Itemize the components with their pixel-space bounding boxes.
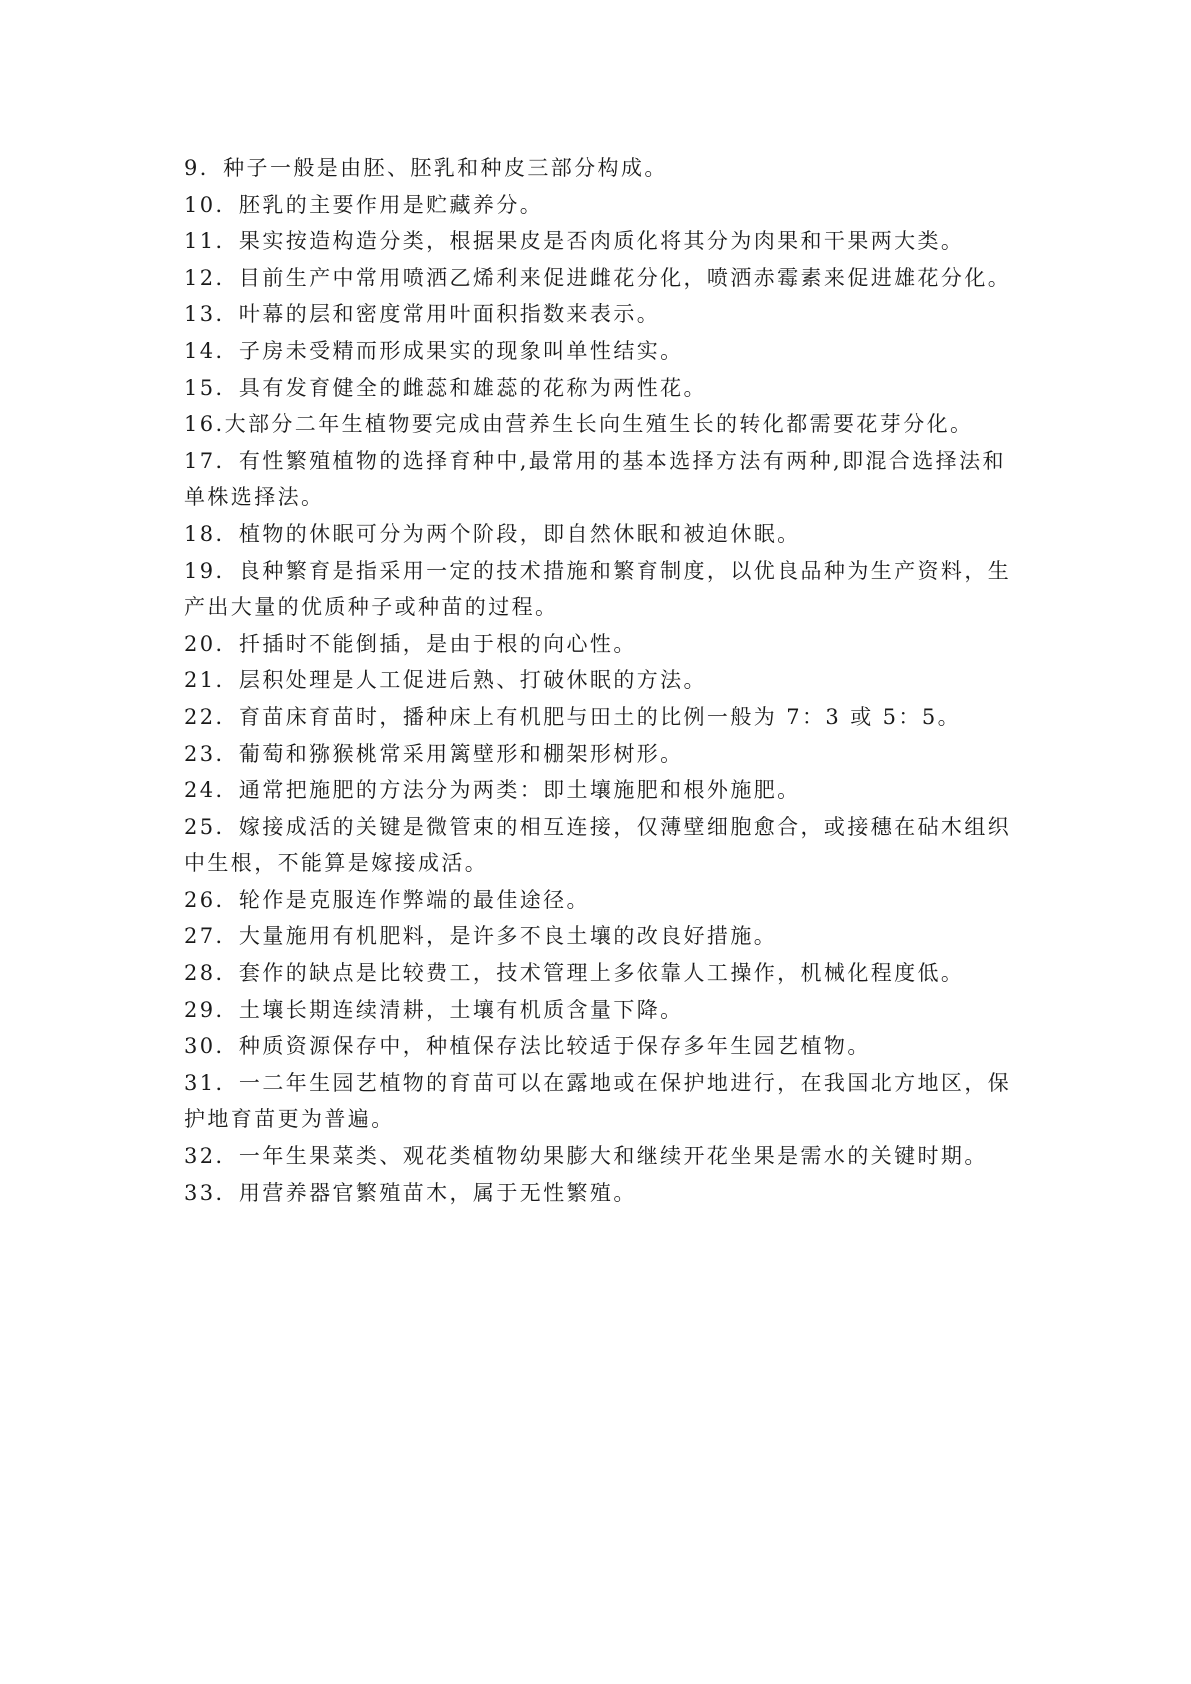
statement-23: 23．葡萄和猕猴桃常采用篱壁形和棚架形树形。 xyxy=(184,741,684,766)
statement-25: 25．嫁接成活的关键是微管束的相互连接，仅薄壁细胞愈合，或接穗在砧木组织 中生根，不能算是嫁接成活。 xyxy=(184,814,1012,876)
statement-31: 31．一二年生园艺植物的育苗可以在露地或在保护地进行，在我国北方地区，保 护地育苗更为普遍。 xyxy=(184,1070,1012,1132)
statement-11: 11．果实按造构造分类，根据果皮是否肉质化将其分为肉果和干果两大类。 xyxy=(184,229,965,254)
statement-29: 29．土壤长期连续清耕，土壤有机质含量下降。 xyxy=(184,997,684,1022)
statement-24: 24．通常把施肥的方法分为两类：即土壤施肥和根外施肥。 xyxy=(184,778,801,803)
statement-18: 18．植物的休眠可分为两个阶段，即自然休眠和被迫休眠。 xyxy=(184,521,801,546)
statement-13: 13．叶幕的层和密度常用叶面积指数来表示。 xyxy=(184,302,661,327)
statement-22: 22．育苗床育苗时，播种床上有机肥与田土的比例一般为 7：3 或 5：5。 xyxy=(184,704,961,729)
statement-14: 14．子房未受精而形成果实的现象叫单性结实。 xyxy=(184,338,684,363)
statement-19: 19．良种繁育是指采用一定的技术措施和繁育制度，以优良品种为生产资料，生 产出大量的优质种子或种苗的过程。 xyxy=(184,558,1012,620)
statement-list xyxy=(184,150,1014,1211)
statement-33: 33．用营养器官繁殖苗木，属于无性繁殖。 xyxy=(184,1180,637,1205)
statement-21: 21．层积处理是人工促进后熟、打破休眠的方法。 xyxy=(184,668,707,693)
statement-28: 28．套作的缺点是比较费工，技术管理上多依靠人工操作，机械化程度低。 xyxy=(184,961,965,986)
statement-12: 12．目前生产中常用喷洒乙烯利来促进雌花分化，喷洒赤霉素来促进雄花分化。 xyxy=(184,265,1012,290)
statement-9: 9．种子一般是由胚、胚乳和种皮三部分构成。 xyxy=(184,156,668,180)
statement-32: 32．一年生果菜类、观花类植物幼果膨大和继续开花坐果是需水的关键时期。 xyxy=(184,1144,988,1169)
statement-10: 10．胚乳的主要作用是贮藏养分。 xyxy=(184,192,544,217)
statement-26: 26．轮作是克服连作弊端的最佳途径。 xyxy=(184,887,590,912)
statement-17: 17．有性繁殖植物的选择育种中,最常用的基本选择方法有两种,即混合选择法和 单株选择法。 xyxy=(184,448,1006,510)
statement-27: 27．大量施用有机肥料，是许多不良土壤的改良好措施。 xyxy=(184,924,778,949)
statement-30: 30．种质资源保存中，种植保存法比较适于保存多年生园艺植物。 xyxy=(184,1034,871,1059)
statement-20: 20．扦插时不能倒插，是由于根的向心性。 xyxy=(184,631,637,656)
statement-15: 15．具有发育健全的雌蕊和雄蕊的花称为两性花。 xyxy=(184,375,707,400)
statement-16: 16.大部分二年生植物要完成由营养生长向生殖生长的转化都需要花芽分化。 xyxy=(184,412,974,437)
